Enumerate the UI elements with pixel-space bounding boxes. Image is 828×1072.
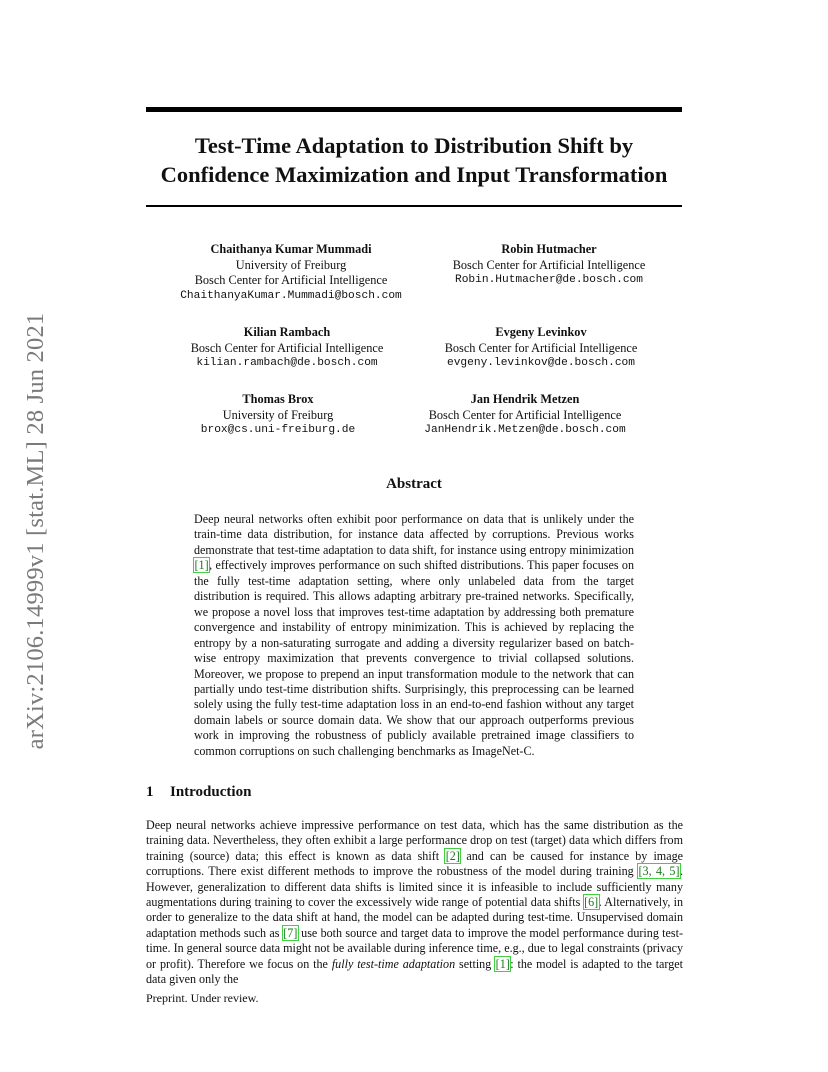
author-block: [156, 242, 426, 304]
citation-link[interactable]: [1]: [495, 956, 510, 971]
title-bottom-rule: [146, 205, 682, 207]
paper-title: [120, 131, 708, 189]
author-name: Evgeny Levinkov: [495, 325, 587, 339]
citation-link[interactable]: [3, 4, 5]: [638, 864, 680, 879]
author-affiliation: Bosch Center for Artificial Intelligence: [190, 340, 384, 355]
author-email[interactable]: evgeny.levinkov@de.bosch.com: [447, 357, 635, 369]
body-text-part: : the model is adapted to the target data given only the: [146, 956, 684, 987]
author-email[interactable]: Robin.Hutmacher@de.bosch.com: [455, 274, 643, 286]
footer-note: Preprint. Under review.: [146, 991, 259, 1005]
author-block: [143, 392, 413, 439]
body-text-part: . However, generalization to different data shifts is limited since it is infeasible to include sufficiently many augmentations during training to cover the excessively wide range of potential data shifts: [146, 864, 684, 910]
author-name: Kilian Rambach: [243, 325, 331, 339]
section-number: 1: [146, 784, 154, 800]
body-text-part: and can be caused for instance by image corruptions. There exist different methods to improve the robustness of the model during training: [146, 848, 683, 879]
author-affiliation: Bosch Center for Artificial Intelligence: [194, 273, 388, 287]
author-block: [152, 325, 422, 372]
abstract-text: [194, 512, 634, 759]
abstract-text-part: Deep neural networks often exhibit poor performance on data that is unlikely under the train-time data distribution, for instance data affected by corruptions. Previous works demonstrate that test-time adaptation to data shift, for instance using entropy minimization: [194, 512, 634, 557]
author-block: [406, 325, 676, 372]
author-email[interactable]: JanHendrik.Metzen@de.bosch.com: [424, 424, 626, 436]
citation-link[interactable]: [2]: [445, 848, 460, 863]
citation-link[interactable]: [1]: [194, 558, 209, 573]
citation-link[interactable]: [6]: [584, 895, 599, 910]
introduction-paragraph: [146, 818, 683, 987]
author-block: [390, 392, 660, 439]
author-affiliation: Bosch Center for Artificial Intelligence: [452, 257, 646, 272]
author-email[interactable]: brox@cs.uni-freiburg.de: [200, 424, 356, 436]
author-name: Robin Hutmacher: [501, 242, 597, 256]
title-top-rule: [146, 107, 682, 112]
title-line-2: Confidence Maximization and Input Transformation: [160, 162, 668, 187]
title-line-1: Test-Time Adaptation to Distribution Shift by: [194, 133, 634, 158]
author-block: [414, 242, 684, 289]
body-text-part: Deep neural networks achieve impressive performance on test data, which has the same distribution as the training data. Nevertheless, they often exhibit a large performance drop on test (target) data which differs from training (source) data; this effect is known as data shift: [146, 818, 683, 863]
author-name: Chaithanya Kumar Mummadi: [210, 242, 372, 256]
arxiv-identifier: arXiv:2106.14999v1 [stat.ML] 28 Jun 2021: [22, 312, 49, 750]
body-text-part: . Alternatively, in order to generalize to the data shift at hand, the model can be adapted during test-time. Unsupervised domain adaptation methods such as: [146, 895, 683, 940]
body-text-part: setting: [455, 956, 496, 971]
section-heading-introduction: [146, 784, 251, 801]
body-text-part: use both source and target data to improve the model performance during test-time. In general source data might not be available during inference time, e.g., due to legal constraints (privacy or profit). Therefore we focus on the: [146, 925, 683, 971]
author-affiliation: Bosch Center for Artificial Intelligence: [428, 407, 622, 422]
abstract-heading: Abstract: [386, 476, 442, 492]
author-affiliation: Bosch Center for Artificial Intelligence: [444, 340, 638, 355]
author-affiliation: University of Freiburg: [235, 257, 347, 272]
author-email[interactable]: ChaithanyaKumar.Mummadi@bosch.com: [180, 289, 402, 302]
author-name: Jan Hendrik Metzen: [470, 392, 580, 406]
section-title: Introduction: [170, 784, 252, 800]
citation-link[interactable]: [7]: [283, 925, 298, 940]
author-email[interactable]: kilian.rambach@de.bosch.com: [196, 357, 378, 369]
author-name: Thomas Brox: [242, 392, 314, 406]
author-affiliation: University of Freiburg: [222, 407, 334, 422]
emphasized-term: fully test-time adaptation: [331, 956, 456, 971]
abstract-text-part: , effectively improves performance on such shifted distributions. This paper focuses on the fully test-time adaptation setting, where only unlabeled data from the target distribution is required. This allows adapting arbitrary pre-trained networks. Specifically, we propose a novel loss that improves test-time adaptation by addressing both premature convergence and instability of entropy minimization. This is achieved by replacing the entropy by a non-saturating surrogate and adding a diversity regularizer based on batch-wise entropy maximization that prevents convergence to trivial collapsed solutions. Moreover, we propose to prepend an input transformation module to the network that can partially undo test-time distribution shifts. Surprisingly, this preprocessing can be learned solely using the fully test-time adaptation loss in an end-to-end fashion without any target domain labels or source domain data. We show that our approach outperforms previous work in improving the robustness of publicly available pretrained image classifiers to common corruptions on such challenging benchmarks as ImageNet-C.: [194, 558, 634, 758]
